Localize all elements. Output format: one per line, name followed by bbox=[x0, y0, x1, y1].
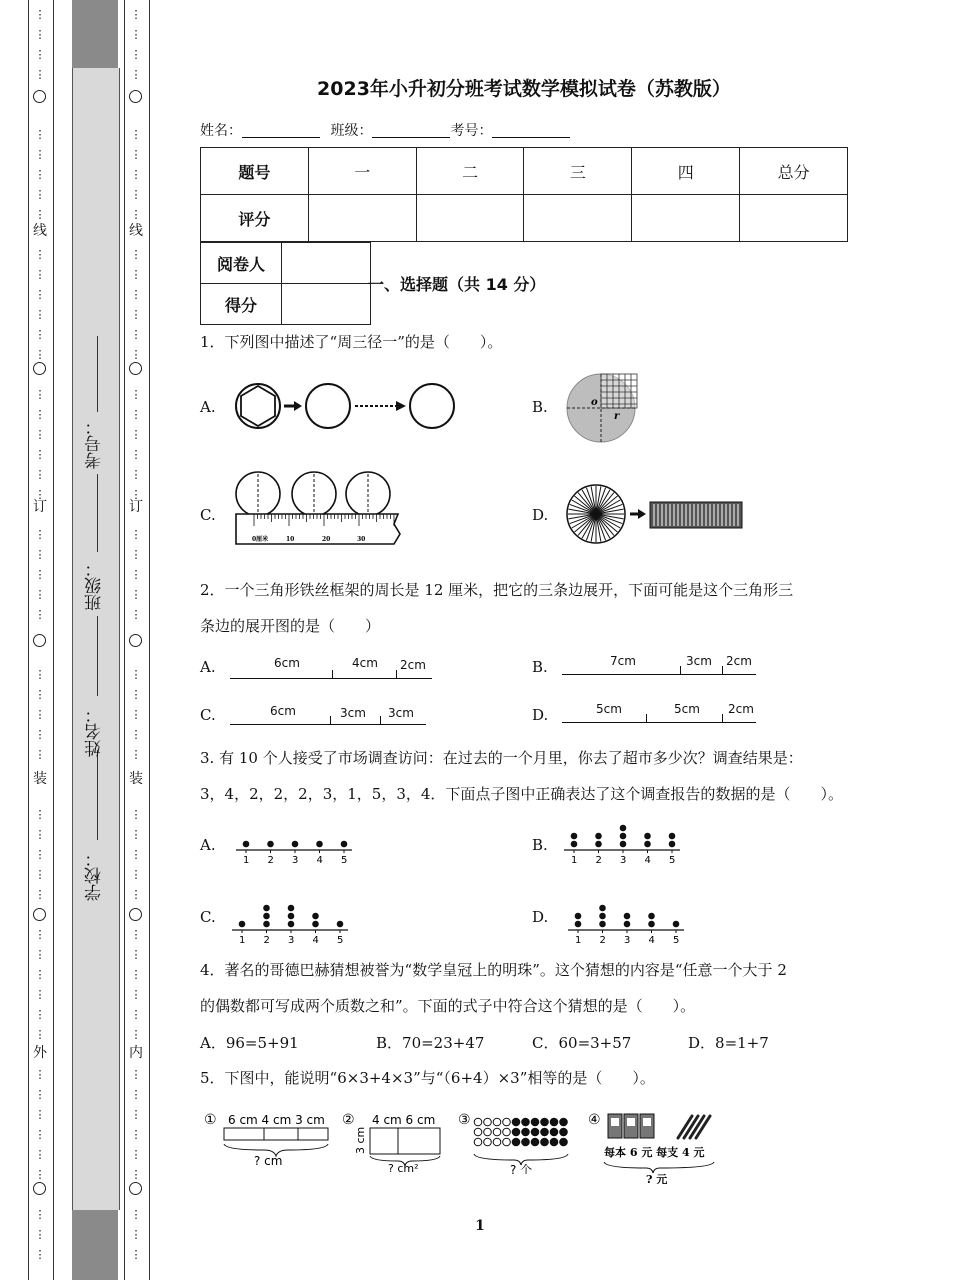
dot-plot-dot bbox=[575, 913, 582, 920]
dot-plot-dot bbox=[571, 841, 578, 848]
dot-plot-tick-label: 2 bbox=[263, 935, 270, 946]
q5-fig2-bottom-label: ? cm² bbox=[388, 1162, 419, 1172]
binding-dots: ⋮ bbox=[130, 68, 142, 81]
q1-figure-a bbox=[228, 376, 460, 436]
dot-plot-dot bbox=[263, 905, 270, 912]
q1-figure-b bbox=[564, 372, 644, 444]
dot-plot-dot bbox=[575, 921, 582, 928]
binding-circle bbox=[33, 362, 46, 375]
binding-dots: ⋮ bbox=[34, 848, 46, 861]
binding-dots: ⋮ bbox=[34, 1248, 46, 1261]
binding-dots: ⋮ bbox=[130, 1068, 142, 1081]
binding-dots: ⋮ bbox=[34, 888, 46, 901]
binding-dots: ⋮ bbox=[130, 808, 142, 821]
binding-dots: ⋮ bbox=[34, 588, 46, 601]
question-4-line-2: 的偶数都可写成两个质数之和”。下面的式子中符合这个猜想的是（ ）。 bbox=[200, 997, 696, 1015]
class-label: 班级： bbox=[85, 560, 105, 611]
binding-dots: ⋮ bbox=[34, 1088, 46, 1101]
score-cell[interactable] bbox=[416, 195, 524, 242]
dot-plot-tick-label: 3 bbox=[292, 855, 299, 866]
segment-label: 2cm bbox=[726, 654, 752, 668]
score-cell[interactable] bbox=[524, 195, 632, 242]
q1-b-radius-label: r bbox=[614, 411, 620, 422]
binding-dots: ⋮ bbox=[130, 868, 142, 881]
q3-option-a-label[interactable]: A. bbox=[200, 836, 216, 854]
binding-dots: ⋮ bbox=[130, 548, 142, 561]
q3-option-d-label[interactable]: D. bbox=[532, 908, 549, 926]
binding-dots: ⋮ bbox=[130, 468, 142, 481]
q2-option-a-segments bbox=[230, 656, 432, 679]
dot-plot-tick-label: 4 bbox=[316, 855, 323, 866]
binding-circle bbox=[129, 1182, 142, 1195]
q2-option-b-segments bbox=[562, 654, 756, 675]
binding-dots: ⋮ bbox=[34, 1108, 46, 1121]
segment-label: 6cm bbox=[270, 704, 296, 718]
dot-plot-tick-label: 1 bbox=[243, 855, 250, 866]
dot-plot-dot bbox=[620, 841, 627, 848]
binding-dots: ⋮ bbox=[130, 1148, 142, 1161]
dot-plot-tick-label: 3 bbox=[288, 935, 295, 946]
binding-dots: ⋮ bbox=[130, 348, 142, 361]
dot-plot-tick-label: 5 bbox=[337, 935, 344, 946]
dot-plot-dot bbox=[673, 921, 680, 928]
dot-plot-dot bbox=[669, 841, 676, 848]
binding-dots: ⋮ bbox=[130, 28, 142, 41]
q5-fig4-bottom-label: ? 元 bbox=[646, 1173, 668, 1184]
q5-fig3-bottom-label: ? 个 bbox=[510, 1163, 533, 1174]
binding-dots: ⋮ bbox=[130, 488, 142, 501]
reader-score-label: 得分 bbox=[201, 284, 282, 325]
binding-circle bbox=[33, 908, 46, 921]
binding-dots: ⋮ bbox=[130, 928, 142, 941]
dot-plot-dot bbox=[312, 921, 319, 928]
q5-fig4-price-label: 每本 6 元 每支 4 元 bbox=[604, 1146, 705, 1159]
q1-option-b-label[interactable]: B. bbox=[532, 398, 548, 416]
binding-dots: ⋮ bbox=[130, 1248, 142, 1261]
name-field[interactable] bbox=[242, 125, 320, 138]
dot-plot-tick-label: 4 bbox=[644, 855, 651, 866]
binding-dots: ⋮ bbox=[34, 1068, 46, 1081]
binding-dots: ⋮ bbox=[130, 1168, 142, 1181]
binding-dots: ⋮ bbox=[34, 1168, 46, 1181]
dot-plot-tick-label: 3 bbox=[620, 855, 627, 866]
dot-plot-dot bbox=[648, 913, 655, 920]
dot-plot-tick-label: 2 bbox=[267, 855, 274, 866]
binding-dots: ⋮ bbox=[130, 1088, 142, 1101]
name-label: 姓名： bbox=[85, 706, 105, 757]
binding-dots: ⋮ bbox=[34, 8, 46, 21]
binding-dots: ⋮ bbox=[130, 1128, 142, 1141]
binding-dots: ⋮ bbox=[130, 188, 142, 201]
dot-plot-dot bbox=[595, 841, 602, 848]
dot-plot-dot bbox=[599, 913, 606, 920]
q2-option-d-segments bbox=[562, 702, 756, 723]
name-field-label: 姓名： bbox=[200, 123, 242, 139]
binding-dots: ⋮ bbox=[34, 728, 46, 741]
binding-dots: ⋮ bbox=[34, 748, 46, 761]
binding-dots: ⋮ bbox=[130, 428, 142, 441]
dot-plot-dot bbox=[312, 913, 319, 920]
binding-dots: ⋮ bbox=[34, 868, 46, 881]
binding-dots: ⋮ bbox=[130, 688, 142, 701]
score-table-header bbox=[201, 148, 848, 195]
binding-dots: ⋮ bbox=[34, 408, 46, 421]
question-3-line-1: 3. 有 10 个人接受了市场调查访问：在过去的一个月里，你去了超市多少次？调查结果是： bbox=[200, 749, 803, 767]
binding-dots: ⋮ bbox=[130, 568, 142, 581]
q2-option-c-label[interactable]: C. bbox=[200, 706, 216, 724]
binding-dots: ⋮ bbox=[34, 448, 46, 461]
dot-plot-dot bbox=[644, 841, 651, 848]
dot-plot-dot bbox=[669, 833, 676, 840]
dot-plot-tick-label: 4 bbox=[648, 935, 655, 946]
dot-plot-tick-label: 5 bbox=[341, 855, 348, 866]
dot-plot-dot bbox=[620, 825, 627, 832]
q5-fig1-top-label: 6 cm 4 cm 3 cm bbox=[228, 1113, 325, 1127]
inner-char-inside: 内 bbox=[129, 1045, 143, 1061]
dot-plot-tick-label: 4 bbox=[312, 935, 319, 946]
question-3-line-2: 3，4，2，2，2，3，1，5，3，4．下面点子图中正确表达了这个调查报告的数据的是（ ）。 bbox=[200, 785, 843, 803]
q3-option-c-label[interactable]: C. bbox=[200, 908, 216, 926]
binding-dots: ⋮ bbox=[130, 48, 142, 61]
segment-label: 6cm bbox=[274, 656, 300, 670]
binding-dots: ⋮ bbox=[130, 988, 142, 1001]
header-cell: 四 bbox=[632, 148, 740, 195]
q1-option-c-label[interactable]: C. bbox=[200, 506, 216, 524]
binding-circle bbox=[129, 634, 142, 647]
dot-plot-tick-label: 1 bbox=[239, 935, 246, 946]
binding-dots: ⋮ bbox=[130, 728, 142, 741]
binding-dots: ⋮ bbox=[34, 708, 46, 721]
binding-dots: ⋮ bbox=[34, 188, 46, 201]
q2-option-d-label[interactable]: D. bbox=[532, 706, 549, 724]
binding-circle bbox=[129, 362, 142, 375]
q1-c-ruler-label: 0厘米 bbox=[252, 536, 269, 543]
binding-dots: ⋮ bbox=[34, 488, 46, 501]
binding-gray-band bbox=[72, 68, 120, 1210]
binding-dots: ⋮ bbox=[130, 828, 142, 841]
name-blank[interactable] bbox=[97, 616, 98, 696]
outer-char-line: 线 bbox=[33, 223, 47, 239]
section-heading: 一、选择题（共 14 分） bbox=[368, 275, 546, 294]
binding-dots: ⋮ bbox=[34, 428, 46, 441]
binding-dots: ⋮ bbox=[34, 468, 46, 481]
binding-dots: ⋮ bbox=[130, 1008, 142, 1021]
q5-figure-2 bbox=[342, 1108, 448, 1172]
binding-dots: ⋮ bbox=[34, 1148, 46, 1161]
dot-plot-dot bbox=[624, 921, 631, 928]
binding-dots: ⋮ bbox=[130, 388, 142, 401]
binding-dots: ⋮ bbox=[34, 808, 46, 821]
binding-circle bbox=[129, 90, 142, 103]
binding-circle bbox=[33, 90, 46, 103]
score-cell[interactable] bbox=[632, 195, 740, 242]
segment-label: 3cm bbox=[686, 654, 712, 668]
binding-dots: ⋮ bbox=[34, 28, 46, 41]
score-table-row bbox=[201, 195, 848, 242]
q5-figure-4 bbox=[588, 1108, 734, 1184]
exam-no-field[interactable] bbox=[492, 125, 570, 138]
reader-score-cell[interactable] bbox=[282, 284, 371, 325]
segment-label: 7cm bbox=[610, 654, 636, 668]
q5-figure-3 bbox=[458, 1108, 578, 1174]
outer-char-outside: 外 bbox=[33, 1045, 47, 1061]
page-number: 1 bbox=[475, 1218, 485, 1234]
q1-c-ruler-label: 10 bbox=[286, 536, 295, 543]
binding-dots: ⋮ bbox=[34, 928, 46, 941]
binding-dots: ⋮ bbox=[34, 1128, 46, 1141]
dot-plot-tick-label: 5 bbox=[669, 855, 676, 866]
segment-label: 2cm bbox=[728, 702, 754, 716]
header-cell: 总分 bbox=[740, 148, 848, 195]
binding-dots: ⋮ bbox=[130, 608, 142, 621]
q1-c-ruler-label: 30 bbox=[357, 536, 366, 543]
q3-dot-plot-b bbox=[560, 816, 684, 866]
binding-dots: ⋮ bbox=[34, 828, 46, 841]
dot-plot-tick-label: 1 bbox=[575, 935, 582, 946]
binding-dots: ⋮ bbox=[34, 308, 46, 321]
binding-dots: ⋮ bbox=[34, 1008, 46, 1021]
dot-plot-dot bbox=[288, 921, 295, 928]
q5-fig2-top-label: 4 cm 6 cm bbox=[372, 1113, 436, 1127]
binding-dots: ⋮ bbox=[34, 248, 46, 261]
inner-char-line: 线 bbox=[129, 223, 143, 239]
binding-dots: ⋮ bbox=[130, 748, 142, 761]
binding-dots: ⋮ bbox=[130, 1228, 142, 1241]
binding-dots: ⋮ bbox=[34, 328, 46, 341]
inner-char-order: 订 bbox=[129, 499, 143, 515]
q1-option-a-label[interactable]: A. bbox=[200, 398, 216, 416]
reader-table bbox=[200, 242, 371, 325]
header-cell: 三 bbox=[524, 148, 632, 195]
question-1: 1．下列图中描述了“周三径一”的是（ ）。 bbox=[200, 333, 503, 351]
binding-dots: ⋮ bbox=[130, 588, 142, 601]
q4-option-b[interactable]: B．70=23+47 bbox=[376, 1034, 485, 1052]
q3-dot-plot-a bbox=[232, 816, 356, 866]
q1-c-ruler-label: 20 bbox=[322, 536, 331, 543]
binding-dots: ⋮ bbox=[34, 168, 46, 181]
dot-plot-dot bbox=[263, 913, 270, 920]
binding-dots: ⋮ bbox=[34, 688, 46, 701]
question-5: 5．下图中，能说明“6×3+4×3”与“（6+4）×3”相等的是（ ）。 bbox=[200, 1069, 655, 1087]
question-4-line-1: 4．著名的哥德巴赫猜想被誉为“数学皇冠上的明珠”。这个猜想的内容是“任意一个大于 2 bbox=[200, 961, 787, 979]
dot-plot-dot bbox=[620, 833, 627, 840]
binding-dots: ⋮ bbox=[34, 148, 46, 161]
q5-figure-1 bbox=[204, 1108, 338, 1168]
binding-dots: ⋮ bbox=[34, 288, 46, 301]
binding-dots: ⋮ bbox=[34, 948, 46, 961]
score-cell[interactable] bbox=[308, 195, 416, 242]
binding-dots: ⋮ bbox=[34, 608, 46, 621]
q4-option-c[interactable]: C．60=3+57 bbox=[532, 1034, 632, 1052]
q4-option-a[interactable]: A．96=5+91 bbox=[200, 1034, 299, 1052]
dot-plot-dot bbox=[337, 921, 344, 928]
binding-dots: ⋮ bbox=[130, 168, 142, 181]
binding-dots: ⋮ bbox=[130, 1028, 142, 1041]
binding-dots: ⋮ bbox=[130, 888, 142, 901]
binding-dots: ⋮ bbox=[130, 528, 142, 541]
binding-dots: ⋮ bbox=[130, 148, 142, 161]
q5-fig1-number: ① bbox=[204, 1112, 217, 1128]
segment-label: 5cm bbox=[596, 702, 622, 716]
binding-dark-top bbox=[72, 0, 118, 68]
binding-dots: ⋮ bbox=[34, 388, 46, 401]
binding-dots: ⋮ bbox=[130, 408, 142, 421]
dot-plot-dot bbox=[599, 905, 606, 912]
q5-fig1-bottom-label: ? cm bbox=[254, 1154, 283, 1168]
binding-dots: ⋮ bbox=[34, 48, 46, 61]
binding-dots: ⋮ bbox=[130, 248, 142, 261]
q5-fig2-number: ② bbox=[342, 1112, 355, 1128]
reader-cell[interactable] bbox=[282, 243, 371, 284]
q1-figure-d bbox=[566, 484, 748, 546]
outer-char-bind: 装 bbox=[33, 771, 47, 787]
dot-plot-dot bbox=[263, 921, 270, 928]
dot-plot-tick-label: 5 bbox=[673, 935, 680, 946]
dot-plot-dot bbox=[239, 921, 246, 928]
segment-label: 2cm bbox=[400, 658, 426, 672]
binding-dots: ⋮ bbox=[34, 528, 46, 541]
dot-plot-dot bbox=[292, 841, 299, 848]
q5-fig4-number: ④ bbox=[588, 1112, 601, 1128]
q2-option-c-segments bbox=[230, 704, 426, 725]
q3-option-b-label[interactable]: B. bbox=[532, 836, 548, 854]
dot-plot-dot bbox=[267, 841, 274, 848]
header-cell: 题号 bbox=[201, 148, 309, 195]
page-title: 2023年小升初分班考试数学模拟试卷（苏教版） bbox=[317, 78, 731, 100]
binding-dots: ⋮ bbox=[34, 208, 46, 221]
binding-dots: ⋮ bbox=[130, 1208, 142, 1221]
dot-plot-dot bbox=[571, 833, 578, 840]
binding-dots: ⋮ bbox=[130, 708, 142, 721]
header-cell: 一 bbox=[308, 148, 416, 195]
q3-dot-plot-c bbox=[228, 888, 352, 946]
binding-dots: ⋮ bbox=[130, 268, 142, 281]
binding-dots: ⋮ bbox=[130, 128, 142, 141]
binding-dots: ⋮ bbox=[130, 8, 142, 21]
exam-no-label: 考号： bbox=[85, 418, 105, 469]
q2-option-b-label[interactable]: B. bbox=[532, 658, 548, 676]
exam-no-field-label: 考号： bbox=[450, 123, 493, 139]
binding-dots: ⋮ bbox=[130, 448, 142, 461]
row-label: 评分 bbox=[201, 195, 309, 242]
binding-dots: ⋮ bbox=[130, 1108, 142, 1121]
dot-plot-dot bbox=[644, 833, 651, 840]
binding-dots: ⋮ bbox=[34, 1208, 46, 1221]
dot-plot-tick-label: 2 bbox=[595, 855, 602, 866]
binding-circle bbox=[33, 1182, 46, 1195]
binding-dots: ⋮ bbox=[34, 988, 46, 1001]
score-table bbox=[200, 147, 848, 242]
class-blank[interactable] bbox=[97, 474, 98, 552]
binding-dots: ⋮ bbox=[34, 1228, 46, 1241]
binding-dots: ⋮ bbox=[34, 128, 46, 141]
question-2-line-2: 条边的展开图的是（ ） bbox=[200, 617, 381, 635]
school-label: 学校： bbox=[85, 850, 105, 901]
segment-label: 4cm bbox=[352, 656, 378, 670]
binding-dots: ⋮ bbox=[34, 668, 46, 681]
binding-dots: ⋮ bbox=[34, 968, 46, 981]
class-field-label: 班级： bbox=[330, 123, 373, 139]
binding-dots: ⋮ bbox=[34, 1028, 46, 1041]
binding-dots: ⋮ bbox=[34, 68, 46, 81]
score-cell[interactable] bbox=[740, 195, 848, 242]
binding-dots: ⋮ bbox=[34, 348, 46, 361]
binding-dots: ⋮ bbox=[130, 668, 142, 681]
binding-dots: ⋮ bbox=[130, 968, 142, 981]
dot-plot-dot bbox=[595, 833, 602, 840]
binding-dots: ⋮ bbox=[130, 208, 142, 221]
exam-no-blank[interactable] bbox=[97, 336, 98, 412]
question-2-line-1: 2．一个三角形铁丝框架的周长是 12 厘米，把它的三条边展开，下面可能是这个三角形三 bbox=[200, 581, 794, 599]
binding-circle bbox=[33, 634, 46, 647]
dot-plot-tick-label: 2 bbox=[599, 935, 606, 946]
dot-plot-dot bbox=[599, 921, 606, 928]
binding-dots: ⋮ bbox=[130, 328, 142, 341]
binding-dots: ⋮ bbox=[130, 948, 142, 961]
dot-plot-dot bbox=[288, 913, 295, 920]
binding-dots: ⋮ bbox=[34, 568, 46, 581]
binding-dots: ⋮ bbox=[130, 848, 142, 861]
binding-dots: ⋮ bbox=[130, 308, 142, 321]
binding-dots: ⋮ bbox=[130, 288, 142, 301]
q2-option-a-label[interactable]: A. bbox=[200, 658, 216, 676]
student-info-line bbox=[200, 120, 570, 140]
q5-fig3-number: ③ bbox=[458, 1112, 471, 1128]
dot-plot-dot bbox=[648, 921, 655, 928]
reader-label: 阅卷人 bbox=[201, 243, 282, 284]
segment-label: 3cm bbox=[340, 706, 366, 720]
dot-plot-dot bbox=[341, 841, 348, 848]
binding-dots: ⋮ bbox=[34, 268, 46, 281]
dot-plot-dot bbox=[243, 841, 250, 848]
class-field[interactable] bbox=[372, 125, 450, 138]
q5-fig2-side-label: 3 cm bbox=[354, 1126, 367, 1154]
inner-char-bind: 装 bbox=[129, 771, 143, 787]
q1-figure-c bbox=[230, 470, 410, 556]
q4-option-d[interactable]: D．8=1+7 bbox=[688, 1034, 769, 1052]
q1-b-origin-label: o bbox=[591, 397, 598, 408]
dot-plot-dot bbox=[624, 913, 631, 920]
dot-plot-dot bbox=[316, 841, 323, 848]
outer-char-order: 订 bbox=[33, 499, 47, 515]
school-blank[interactable] bbox=[97, 750, 98, 840]
binding-circle bbox=[129, 908, 142, 921]
dot-plot-tick-label: 1 bbox=[571, 855, 578, 866]
q1-option-d-label[interactable]: D. bbox=[532, 506, 549, 524]
dot-plot-dot bbox=[288, 905, 295, 912]
binding-dots: ⋮ bbox=[34, 548, 46, 561]
header-cell: 二 bbox=[416, 148, 524, 195]
q3-dot-plot-d bbox=[564, 888, 688, 946]
segment-label: 3cm bbox=[388, 706, 414, 720]
dot-plot-tick-label: 3 bbox=[624, 935, 631, 946]
segment-label: 5cm bbox=[674, 702, 700, 716]
